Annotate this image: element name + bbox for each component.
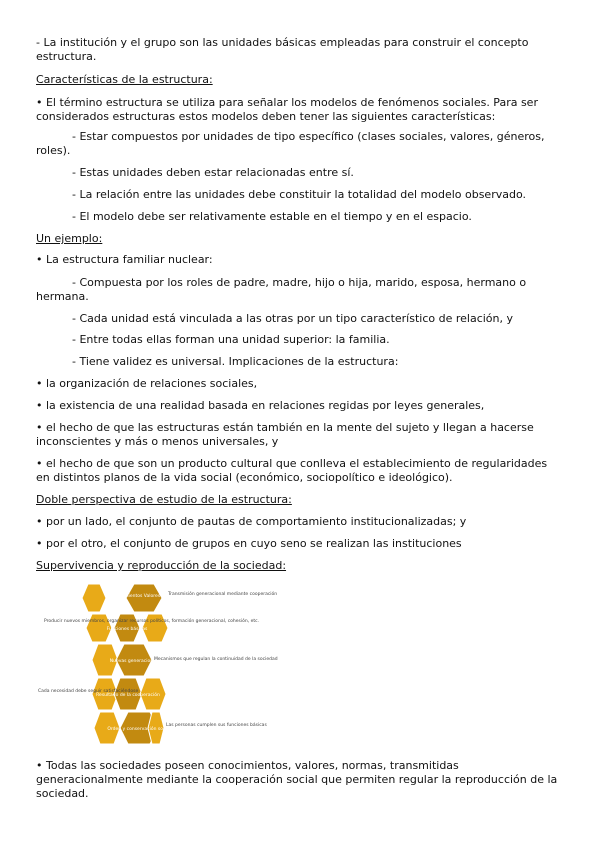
paragraph: • el hecho de que son un producto cultural que conlleva el establecimiento de regularidades en distintos planos de la vida social (económico, sociopolítico e ideológico).	[36, 457, 548, 484]
paragraph: - La relación entre las unidades debe constituir la totalidad del modelo observado.	[72, 188, 526, 201]
paragraph: - Estas unidades deben estar relacionadas entre sí.	[72, 166, 354, 179]
section-heading: Características de la estructura:	[36, 73, 213, 86]
paragraph: • el hecho de que las estructuras están también en la mente del sujeto y llegan a hacerse inconscientes y más o menos universales, y	[36, 421, 534, 448]
hex-label: Conocimientos Valores Normas	[109, 594, 179, 599]
hex-label: Nuevas generaciones	[109, 659, 159, 664]
side-note: Las personas cumplen sus funciones básicas	[166, 723, 267, 728]
side-note: Producir nuevos miembros, organizar recursos políticos, formación generacional, cohesión, etc.	[44, 619, 260, 624]
hex-label: Orden y conservación social	[107, 727, 171, 732]
paragraph: - Compuesta por los roles de padre, madre, hijo o hija, marido, esposa, hermano o hermana.	[36, 276, 527, 303]
paragraph: - Estar compuestos por unidades de tipo específico (clases sociales, valores, géneros, roles).	[36, 130, 545, 157]
paragraph: - Cada unidad está vinculada a las otras por un tipo característico de relación, y	[72, 312, 514, 325]
side-note: Mecanismos que regulan la continuidad de la sociedad	[154, 657, 278, 662]
section-heading: Un ejemplo:	[36, 232, 103, 245]
paragraph: • El término estructura se utiliza para señalar los modelos de fenómenos sociales. Para ser considerados estructuras estos modelos deben tener las siguientes características:	[36, 96, 538, 123]
paragraph: • Todas las sociedades poseen conocimientos, valores, normas, transmitidas generacionalmente mediante la cooperación social que permiten regular la reproducción de la sociedad.	[36, 759, 558, 800]
hex-label: Resultado de la cooperación	[96, 693, 160, 698]
paragraph: • la existencia de una realidad basada en relaciones regidas por leyes generales,	[36, 399, 485, 412]
section-heading: Supervivencia y reproducción de la sociedad:	[36, 559, 287, 572]
paragraph: - Tiene validez es universal. Implicaciones de la estructura:	[72, 355, 399, 368]
paragraph: - Entre todas ellas forman una unidad superior: la familia.	[72, 333, 390, 346]
hex-label: Funciones básicas	[106, 627, 148, 632]
side-note: Cada necesidad debe seguir satisfaciéndose	[38, 689, 139, 694]
hexagon-cell	[82, 584, 106, 612]
paragraph: • por el otro, el conjunto de grupos en cuyo seno se realizan las instituciones	[36, 537, 462, 550]
paragraph: - La institución y el grupo son las unidades básicas empleadas para construir el concepto estructura.	[36, 36, 529, 63]
section-heading: Doble perspectiva de estudio de la estructura:	[36, 493, 292, 506]
paragraph: • La estructura familiar nuclear:	[36, 253, 213, 266]
paragraph: • la organización de relaciones sociales,	[36, 377, 258, 390]
hexagon-diagram	[36, 580, 278, 750]
side-note: Transmisión generacional mediante cooperación	[168, 592, 278, 597]
paragraph: - El modelo debe ser relativamente estable en el tiempo y en el espacio.	[72, 210, 472, 223]
paragraph: • por un lado, el conjunto de pautas de comportamiento institucionalizadas; y	[36, 515, 467, 528]
